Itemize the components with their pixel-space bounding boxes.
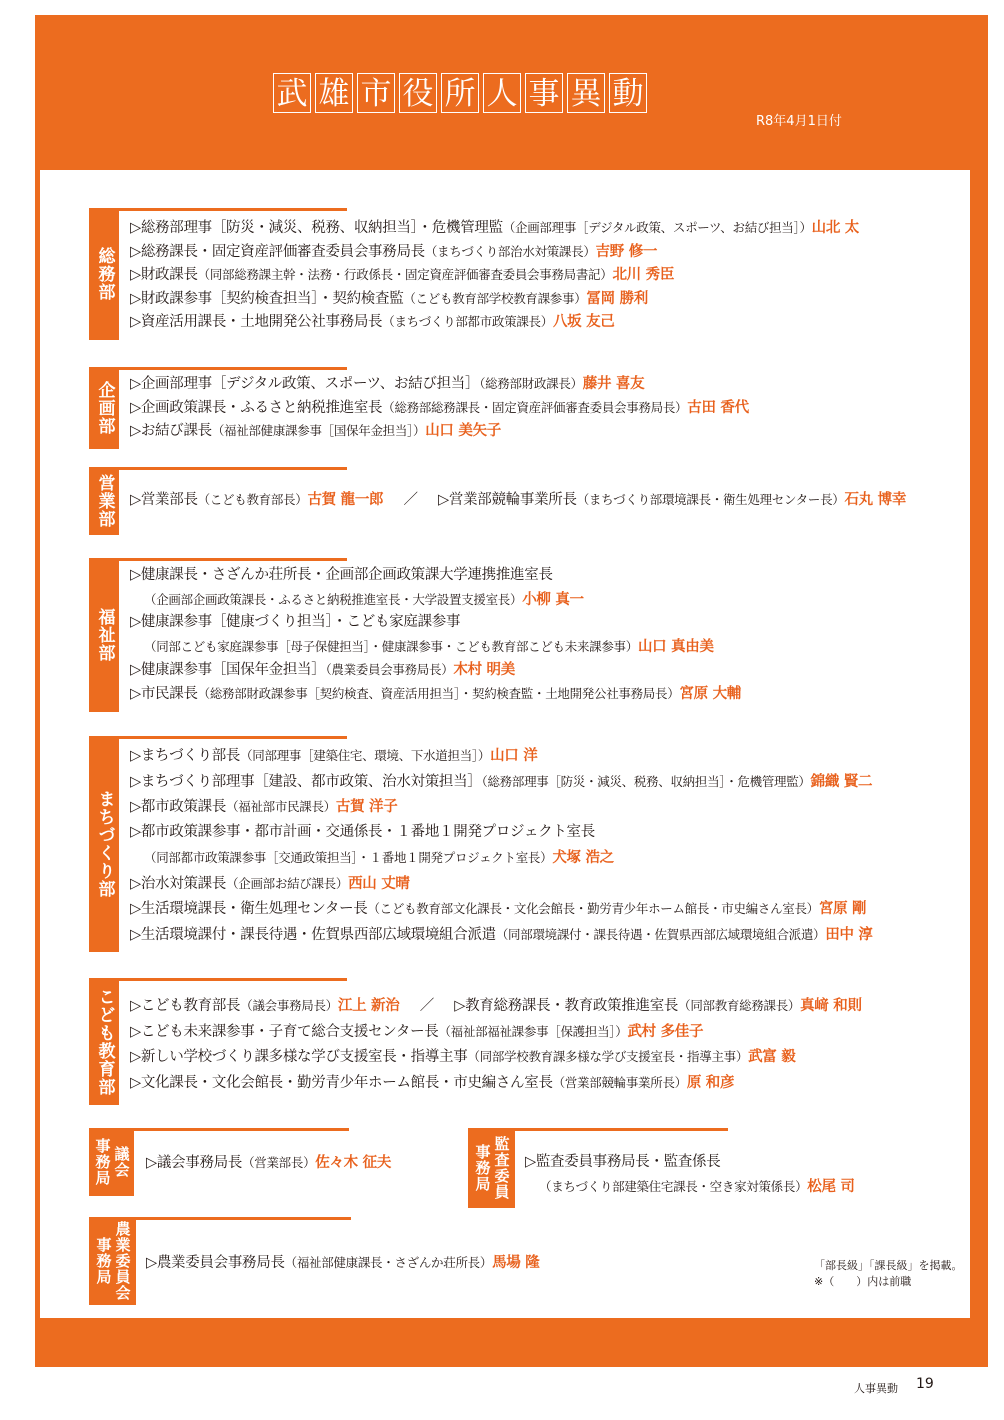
list-item bbox=[130, 871, 873, 897]
person-name: 真﨑 和則 bbox=[800, 998, 862, 1014]
title-char: 武 bbox=[273, 73, 311, 113]
person-name: 山口 洋 bbox=[490, 748, 538, 764]
section-rule bbox=[89, 367, 347, 370]
list-item bbox=[130, 1070, 862, 1096]
new-post: ▷こども教育部長 bbox=[130, 998, 241, 1014]
new-post: ▷健康課参事［国保年金担当］ bbox=[130, 662, 326, 678]
person-name: 佐々木 征夫 bbox=[315, 1155, 392, 1171]
list-item bbox=[130, 922, 873, 948]
title-char: 人 bbox=[483, 73, 521, 113]
separator: ／ bbox=[403, 492, 418, 508]
title-char: 動 bbox=[609, 73, 647, 113]
section-kikaku-list bbox=[130, 372, 749, 443]
section-rule bbox=[89, 1128, 349, 1131]
section-tab-kansa: 事務局 監査委員 bbox=[468, 1128, 515, 1208]
new-post: ▷都市政策課長 bbox=[130, 799, 227, 815]
list-item bbox=[130, 743, 873, 769]
list-item bbox=[130, 287, 859, 311]
page-section-label: 人事異動 bbox=[854, 1382, 898, 1395]
list-item bbox=[130, 419, 749, 443]
previous-post: （福祉部健康課参事［国保年金担当］） bbox=[211, 423, 426, 438]
previous-post: （総務部総務課長・固定資産評価審査委員会事務局長） bbox=[382, 399, 688, 415]
list-item bbox=[130, 658, 741, 682]
list-item bbox=[146, 1151, 391, 1175]
new-post: ▷新しい学校づくり課多様な学び支援室長・指導主事 bbox=[130, 1049, 468, 1065]
list-item bbox=[130, 396, 749, 420]
person-name: 木村 明美 bbox=[453, 662, 515, 678]
section-rule bbox=[89, 978, 347, 981]
previous-post: （福祉部福祉課参事［保護担当］） bbox=[438, 1023, 628, 1039]
person-name: 石丸 博幸 bbox=[844, 492, 907, 508]
section-machi-list bbox=[130, 743, 873, 947]
new-post: ▷財政課参事［契約検査担当］・契約検査監 bbox=[130, 290, 404, 307]
previous-post: （同部学校教育課多様な学び支援室長・指導主事） bbox=[467, 1049, 749, 1064]
title-char: 雄 bbox=[315, 73, 353, 113]
new-post: ▷文化課長・文化会館長・勤労青少年ホーム館長・市史編さん室長 bbox=[130, 1074, 553, 1091]
new-post: ▷まちづくり部理事［建設、都市政策、治水対策担当］ bbox=[130, 773, 482, 790]
section-tab-gikai: 事務局 議会 bbox=[89, 1128, 134, 1196]
list-item bbox=[130, 488, 906, 512]
person-name: 小柳 真一 bbox=[522, 591, 584, 608]
title-char: 役 bbox=[399, 73, 437, 113]
previous-post: （こども教育部学校教育課参事） bbox=[403, 290, 587, 306]
section-rule bbox=[89, 558, 347, 561]
section-fukushi-list bbox=[130, 564, 741, 705]
list-item bbox=[525, 1175, 855, 1199]
person-name: 北川 秀臣 bbox=[612, 267, 675, 283]
title-char: 事 bbox=[525, 73, 563, 113]
previous-post: （福祉部健康課長・さざんか荘所長） bbox=[284, 1255, 493, 1270]
new-post: ▷総務課長・固定資産評価審査委員会事務局長 bbox=[130, 243, 425, 260]
new-post: ▷企画部理事［デジタル政策、スポーツ、お結び担当］ bbox=[130, 376, 480, 392]
previous-post: （こども教育部長） bbox=[197, 492, 308, 507]
list-item bbox=[130, 845, 873, 871]
list-item bbox=[130, 216, 859, 240]
section-tab-kodomo: こども教育部 bbox=[89, 978, 119, 1105]
list-item bbox=[130, 769, 873, 795]
list-item bbox=[130, 240, 859, 264]
person-name: 宮原 剛 bbox=[818, 901, 867, 917]
section-somu-list bbox=[130, 216, 859, 334]
title-char: 所 bbox=[441, 73, 479, 113]
new-post: ▷市民課長 bbox=[130, 685, 198, 702]
previous-post: （同部総務課主幹・法務・行政係長・固定資産評価審査委員会事務局書記） bbox=[197, 267, 613, 282]
section-tab-kikaku: 企画部 bbox=[89, 367, 119, 449]
person-name: 古賀 龍一郎 bbox=[307, 492, 384, 508]
section-eigyo-list bbox=[130, 488, 906, 512]
new-post: ▷教育総務課長・教育政策推進室長 bbox=[454, 998, 679, 1014]
person-name: 武村 多佳子 bbox=[627, 1023, 704, 1040]
section-tab-fukushi: 福祉部 bbox=[89, 558, 119, 712]
previous-post: （こども教育部文化課長・文化会館長・勤労青少年ホーム館長・市史編さん室長） bbox=[367, 901, 819, 916]
list-item bbox=[130, 896, 873, 922]
previous-post: （まちづくり部建築住宅課長・空き家対策係長） bbox=[539, 1178, 808, 1194]
person-name: 八坂 友己 bbox=[552, 314, 615, 330]
previous-post: （企画部お結び課長） bbox=[226, 875, 349, 891]
previous-post: （総務部財政課参事［契約検査、資産活用担当］・契約検査監・土地開発公社事務局長） bbox=[197, 685, 680, 701]
new-post: ▷総務部理事［防災・減災、税務、収納担当］・危機管理監 bbox=[130, 220, 503, 236]
previous-post: （議会事務局長） bbox=[240, 998, 338, 1013]
list-item: ▷健康課長・さざんか荘所長・企画部企画政策課大学連携推進室長 bbox=[130, 567, 553, 583]
section-nogyo-list bbox=[146, 1251, 539, 1275]
previous-post: （企画部理事［デジタル政策、スポーツ、お結び担当］） bbox=[502, 220, 812, 235]
section-rule bbox=[89, 736, 347, 739]
person-name: 山口 美矢子 bbox=[425, 423, 501, 439]
new-post: ▷資産活用課長・土地開発公社事務局長 bbox=[130, 314, 383, 330]
person-name: 松尾 司 bbox=[807, 1178, 855, 1195]
previous-post: （まちづくり部都市政策課長） bbox=[382, 314, 553, 329]
new-post: ▷営業部長 bbox=[130, 492, 198, 508]
list-item: ▷監査委員事務局長・監査係長 bbox=[525, 1154, 721, 1170]
section-kansa-list bbox=[525, 1151, 855, 1198]
title-char: 市 bbox=[357, 73, 395, 113]
person-name: 山北 太 bbox=[811, 220, 859, 236]
list-item bbox=[130, 372, 749, 396]
person-name: 田中 淳 bbox=[825, 926, 873, 943]
list-item bbox=[130, 794, 873, 820]
new-post: ▷財政課長 bbox=[130, 267, 198, 283]
person-name: 冨岡 勝利 bbox=[586, 290, 648, 307]
section-rule bbox=[89, 1217, 351, 1220]
section-gikai-list bbox=[146, 1151, 391, 1175]
previous-post: （同部都市政策課参事［交通政策担当］・１番地１開発プロジェクト室長） bbox=[144, 850, 553, 865]
separator: ／ bbox=[419, 998, 434, 1014]
list-item bbox=[130, 588, 741, 612]
new-post: ▷生活環境課長・衛生処理センター長 bbox=[130, 901, 368, 917]
person-name: 江上 新治 bbox=[337, 998, 400, 1014]
person-name: 馬場 隆 bbox=[492, 1255, 540, 1271]
person-name: 錦織 賢二 bbox=[810, 773, 873, 790]
previous-post: （農業委員会事務局長） bbox=[325, 662, 454, 677]
previous-post: （同部環境課付・課長待遇・佐賀県西部広域環境組合派遣） bbox=[495, 926, 826, 942]
list-item bbox=[130, 310, 859, 334]
previous-post: （営業部競輪事業所長） bbox=[552, 1074, 687, 1090]
list-item: ▷都市政策課参事・都市計画・交通係長・１番地１開発プロジェクト室長 bbox=[130, 823, 595, 840]
previous-post: （同部教育総務課長） bbox=[678, 998, 801, 1013]
person-name: 吉野 修一 bbox=[595, 243, 658, 260]
person-name: 宮原 大輔 bbox=[679, 685, 741, 702]
person-name: 犬塚 浩之 bbox=[552, 850, 614, 866]
new-post: ▷議会事務局長 bbox=[146, 1155, 243, 1171]
person-name: 藤井 喜友 bbox=[582, 376, 645, 392]
list-item: ▷健康課参事［健康づくり担当］・こども家庭課参事 bbox=[130, 614, 461, 630]
section-kodomo-list bbox=[130, 993, 862, 1095]
list-item bbox=[130, 682, 741, 706]
section-rule bbox=[468, 1128, 728, 1131]
new-post: ▷農業委員会事務局長 bbox=[146, 1255, 285, 1271]
new-post: ▷営業部競輪事業所長 bbox=[438, 492, 577, 508]
list-item bbox=[130, 1044, 862, 1070]
footnote: 「部長級」「課長級」を掲載。 ※（ ）内は前職 bbox=[814, 1259, 963, 1288]
previous-post: （総務部財政課長） bbox=[479, 376, 583, 391]
title-char: 異 bbox=[567, 73, 605, 113]
page-title bbox=[273, 73, 647, 113]
new-post: ▷生活環境課付・課長待遇・佐賀県西部広域環境組合派遣 bbox=[130, 926, 496, 943]
person-name: 武富 毅 bbox=[748, 1049, 796, 1065]
list-item bbox=[146, 1251, 539, 1275]
previous-post: （福祉部市民課長） bbox=[226, 799, 336, 814]
section-tab-nogyo: 事務局 農業委員会 bbox=[89, 1217, 136, 1305]
new-post: ▷こども未来課参事・子育て総合支援センター長 bbox=[130, 1023, 439, 1040]
person-name: 原 和彦 bbox=[686, 1074, 735, 1091]
previous-post: （同部こども家庭課参事［母子保健担当］・健康課参事・こども教育部こども未来課参事） bbox=[144, 638, 638, 654]
effective-date: R8年4月1日付 bbox=[756, 114, 842, 129]
new-post: ▷まちづくり部長 bbox=[130, 748, 241, 764]
list-item bbox=[130, 993, 862, 1019]
page-number: 19 bbox=[916, 1376, 934, 1392]
person-name: 古賀 洋子 bbox=[335, 799, 398, 815]
person-name: 山口 真由美 bbox=[637, 638, 714, 655]
section-rule bbox=[89, 467, 347, 470]
list-item bbox=[130, 1019, 862, 1045]
new-post: ▷治水対策課長 bbox=[130, 875, 227, 892]
new-post: ▷お結び課長 bbox=[130, 423, 212, 439]
section-rule bbox=[89, 208, 347, 211]
section-tab-somu: 総務部 bbox=[89, 208, 119, 340]
previous-post: （同部理事［建築住宅、環境、下水道担当］） bbox=[240, 748, 491, 763]
previous-post: （営業部長） bbox=[242, 1155, 316, 1170]
previous-post: （企画部企画政策課長・ふるさと納税推進室長・大学設置支援室長） bbox=[144, 591, 523, 607]
list-item bbox=[130, 635, 741, 659]
previous-post: （まちづくり部環境課長・衛生処理センター長） bbox=[576, 492, 845, 507]
previous-post: （総務部理事［防災・減災、税務、収納担当］・危機管理監） bbox=[481, 773, 811, 789]
section-tab-machi: まちづくり部 bbox=[89, 736, 119, 952]
person-name: 古田 香代 bbox=[687, 399, 749, 416]
list-item bbox=[130, 263, 859, 287]
previous-post: （まちづくり部治水対策課長） bbox=[424, 243, 596, 259]
new-post: ▷企画政策課長・ふるさと納税推進室長 bbox=[130, 399, 383, 416]
person-name: 西山 丈晴 bbox=[348, 875, 410, 892]
section-tab-eigyo: 営業部 bbox=[89, 467, 119, 535]
